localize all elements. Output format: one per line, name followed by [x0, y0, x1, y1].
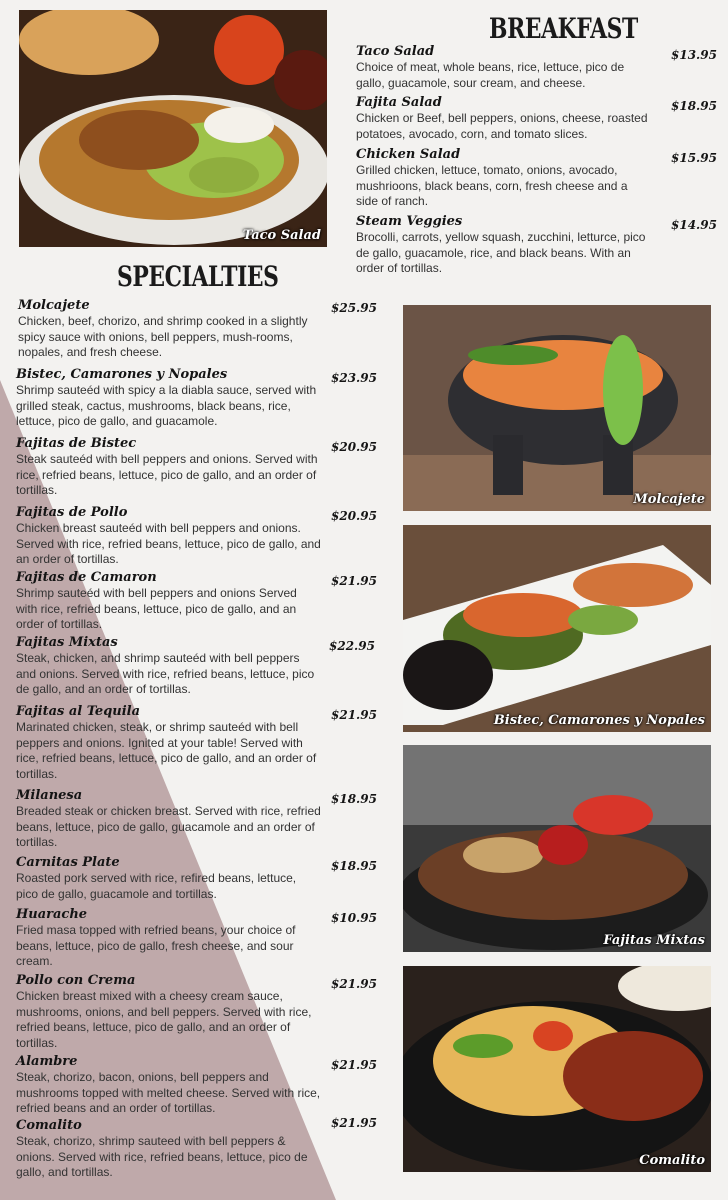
- specialty-item: [16, 788, 326, 851]
- specialty-item: [16, 505, 321, 568]
- item-name: Alambre: [16, 1054, 78, 1069]
- bistec-photo: [403, 525, 711, 732]
- item-name: Molcajete: [18, 298, 90, 313]
- item-name: Fajitas de Pollo: [16, 505, 128, 520]
- item-description: Steak, chicken, and shrimp sauteéd with bell peppers and onions. Served with rice, refried beans, lettuce, pico de gallo, and an order of tortillas.: [16, 651, 315, 696]
- item-description: Chicken breast mixed with a cheesy cream sauce, mushrooms, onions, and bell peppers. Served with rice, refried beans, lettuce, pico de gallo, and an order of tortillas.: [16, 989, 312, 1050]
- item-description: Steak, chorizo, shrimp sauteed with bell peppers & onions. Served with rice, refried beans, lettuce, pico de gallo, and tortillas.: [16, 1134, 308, 1179]
- item-name: Steam Veggies: [356, 214, 463, 229]
- item-name: Milanesa: [16, 788, 83, 803]
- item-price: $23.95: [331, 371, 377, 385]
- item-description: Chicken breast sauteéd with bell peppers and onions. Served with rice, refried beans, lettuce, pico de gallo, and an order of tortillas.: [16, 521, 321, 566]
- item-description: Fried masa topped with refried beans, your choice of beans, lettuce, pico de gallo, fresh cheese, and sour cream.: [16, 923, 296, 968]
- specialty-item: [16, 855, 321, 902]
- item-price: $21.95: [331, 574, 377, 588]
- item-description: Roasted pork served with rice, refired beans, lettuce, pico de gallo, guacamole and tortillas.: [16, 871, 297, 901]
- item-price: $13.95: [671, 48, 717, 62]
- item-name: Carnitas Plate: [16, 855, 120, 870]
- item-description: Grilled chicken, lettuce, tomato, onions, avocado, mushrioons, black beans, corn, fresh cheese and a side of ranch.: [356, 163, 628, 208]
- breakfast-heading: BREAKFAST: [489, 12, 638, 45]
- item-price: $21.95: [331, 977, 377, 991]
- specialty-item: [16, 907, 321, 970]
- item-price: $14.95: [671, 218, 717, 232]
- molcajete-caption: Molcajete: [633, 492, 705, 507]
- specialty-item: [16, 436, 321, 499]
- item-price: $22.95: [329, 639, 375, 653]
- bistec-caption: Bistec, Camarones y Nopales: [493, 713, 705, 728]
- item-description: Breaded steak or chicken breast. Served with rice, refried beans, lettuce, pico de gallo, guacamole and an order of tortillas.: [16, 804, 321, 849]
- specialty-item: [16, 1054, 321, 1117]
- item-name: Bistec, Camarones y Nopales: [16, 367, 228, 382]
- taco-salad-photo: [19, 10, 327, 247]
- comalito-photo: [403, 966, 711, 1172]
- comalito-caption: Comalito: [639, 1153, 705, 1168]
- breakfast-item: [356, 147, 646, 210]
- fajitas-mixtas-caption: Fajitas Mixtas: [603, 933, 705, 948]
- fajitas-mixtas-photo: [403, 745, 711, 952]
- item-name: Taco Salad: [356, 44, 435, 59]
- item-price: $18.95: [331, 859, 377, 873]
- molcajete-photo: [403, 305, 711, 511]
- item-price: $20.95: [331, 440, 377, 454]
- specialties-heading: SPECIALTIES: [117, 260, 279, 293]
- item-name: Pollo con Crema: [16, 973, 136, 988]
- specialty-item: [16, 635, 321, 698]
- item-price: $25.95: [331, 301, 377, 315]
- item-name: Fajitas Mixtas: [16, 635, 118, 650]
- item-description: Shrimp sauteéd with spicy a la diabla sauce, served with grilled steak, cactus, mushrooms, black beans, rice, lettuce, pico de gallo, and guacamole.: [16, 383, 317, 428]
- item-price: $21.95: [331, 1116, 377, 1130]
- item-name: Chicken Salad: [356, 147, 461, 162]
- specialty-item: [16, 367, 321, 430]
- item-name: Fajitas de Bistec: [16, 436, 137, 451]
- item-description: Steak, chorizo, bacon, onions, bell peppers and mushrooms topped with melted cheese. Served with rice, refried beans and an order of tortillas.: [16, 1070, 321, 1115]
- specialty-item: [16, 973, 321, 1051]
- item-name: Comalito: [16, 1118, 82, 1133]
- item-name: Fajitas de Camaron: [16, 570, 157, 585]
- item-price: $18.95: [331, 792, 377, 806]
- item-description: Brocolli, carrots, yellow squash, zucchini, letturce, pico de gallo, guacamole, rice, and black beans. With an order of tortillas.: [356, 230, 646, 275]
- item-name: Fajitas al Tequila: [16, 704, 141, 719]
- specialty-item: [18, 298, 318, 361]
- item-price: $21.95: [331, 1058, 377, 1072]
- item-description: Marinated chicken, steak, or shrimp sauteéd with bell peppers and onions. Ignited at your table! Served with rice, refried beans, lettuce, pico de gallo, and an order of tortillas.: [16, 720, 317, 781]
- breakfast-item: [356, 95, 661, 142]
- item-price: $10.95: [331, 911, 377, 925]
- breakfast-item: [356, 44, 646, 91]
- breakfast-item: [356, 214, 661, 277]
- taco-salad-caption: Taco Salad: [242, 228, 321, 243]
- item-description: Chicken or Beef, bell peppers, onions, cheese, roasted potatoes, avocado, corn, and tomato slices.: [356, 111, 648, 141]
- specialty-item: [16, 704, 321, 782]
- specialty-item: [16, 570, 321, 633]
- specialty-item: [16, 1118, 326, 1181]
- item-price: $20.95: [331, 509, 377, 523]
- item-name: Fajita Salad: [356, 95, 442, 110]
- item-description: Chicken, beef, chorizo, and shrimp cooked in a slightly spicy sauce with onions, bell peppers, mush-rooms, nopales, and fresh cheese.: [18, 314, 308, 359]
- item-description: Shrimp sauteéd with bell peppers and onions Served with rice, refried beans, lettuce, pico de gallo, and an order of tortillas.: [16, 586, 297, 631]
- item-price: $18.95: [671, 99, 717, 113]
- item-name: Huarache: [16, 907, 88, 922]
- item-price: $21.95: [331, 708, 377, 722]
- item-description: Choice of meat, whole beans, rice, lettuce, pico de gallo, guacamole, sour cream, and cheese.: [356, 60, 625, 90]
- item-price: $15.95: [671, 151, 717, 165]
- item-description: Steak sauteéd with bell peppers and onions. Served with rice, refried beans, lettuce, pico de gallo, and an order of tortillas.: [16, 452, 318, 497]
